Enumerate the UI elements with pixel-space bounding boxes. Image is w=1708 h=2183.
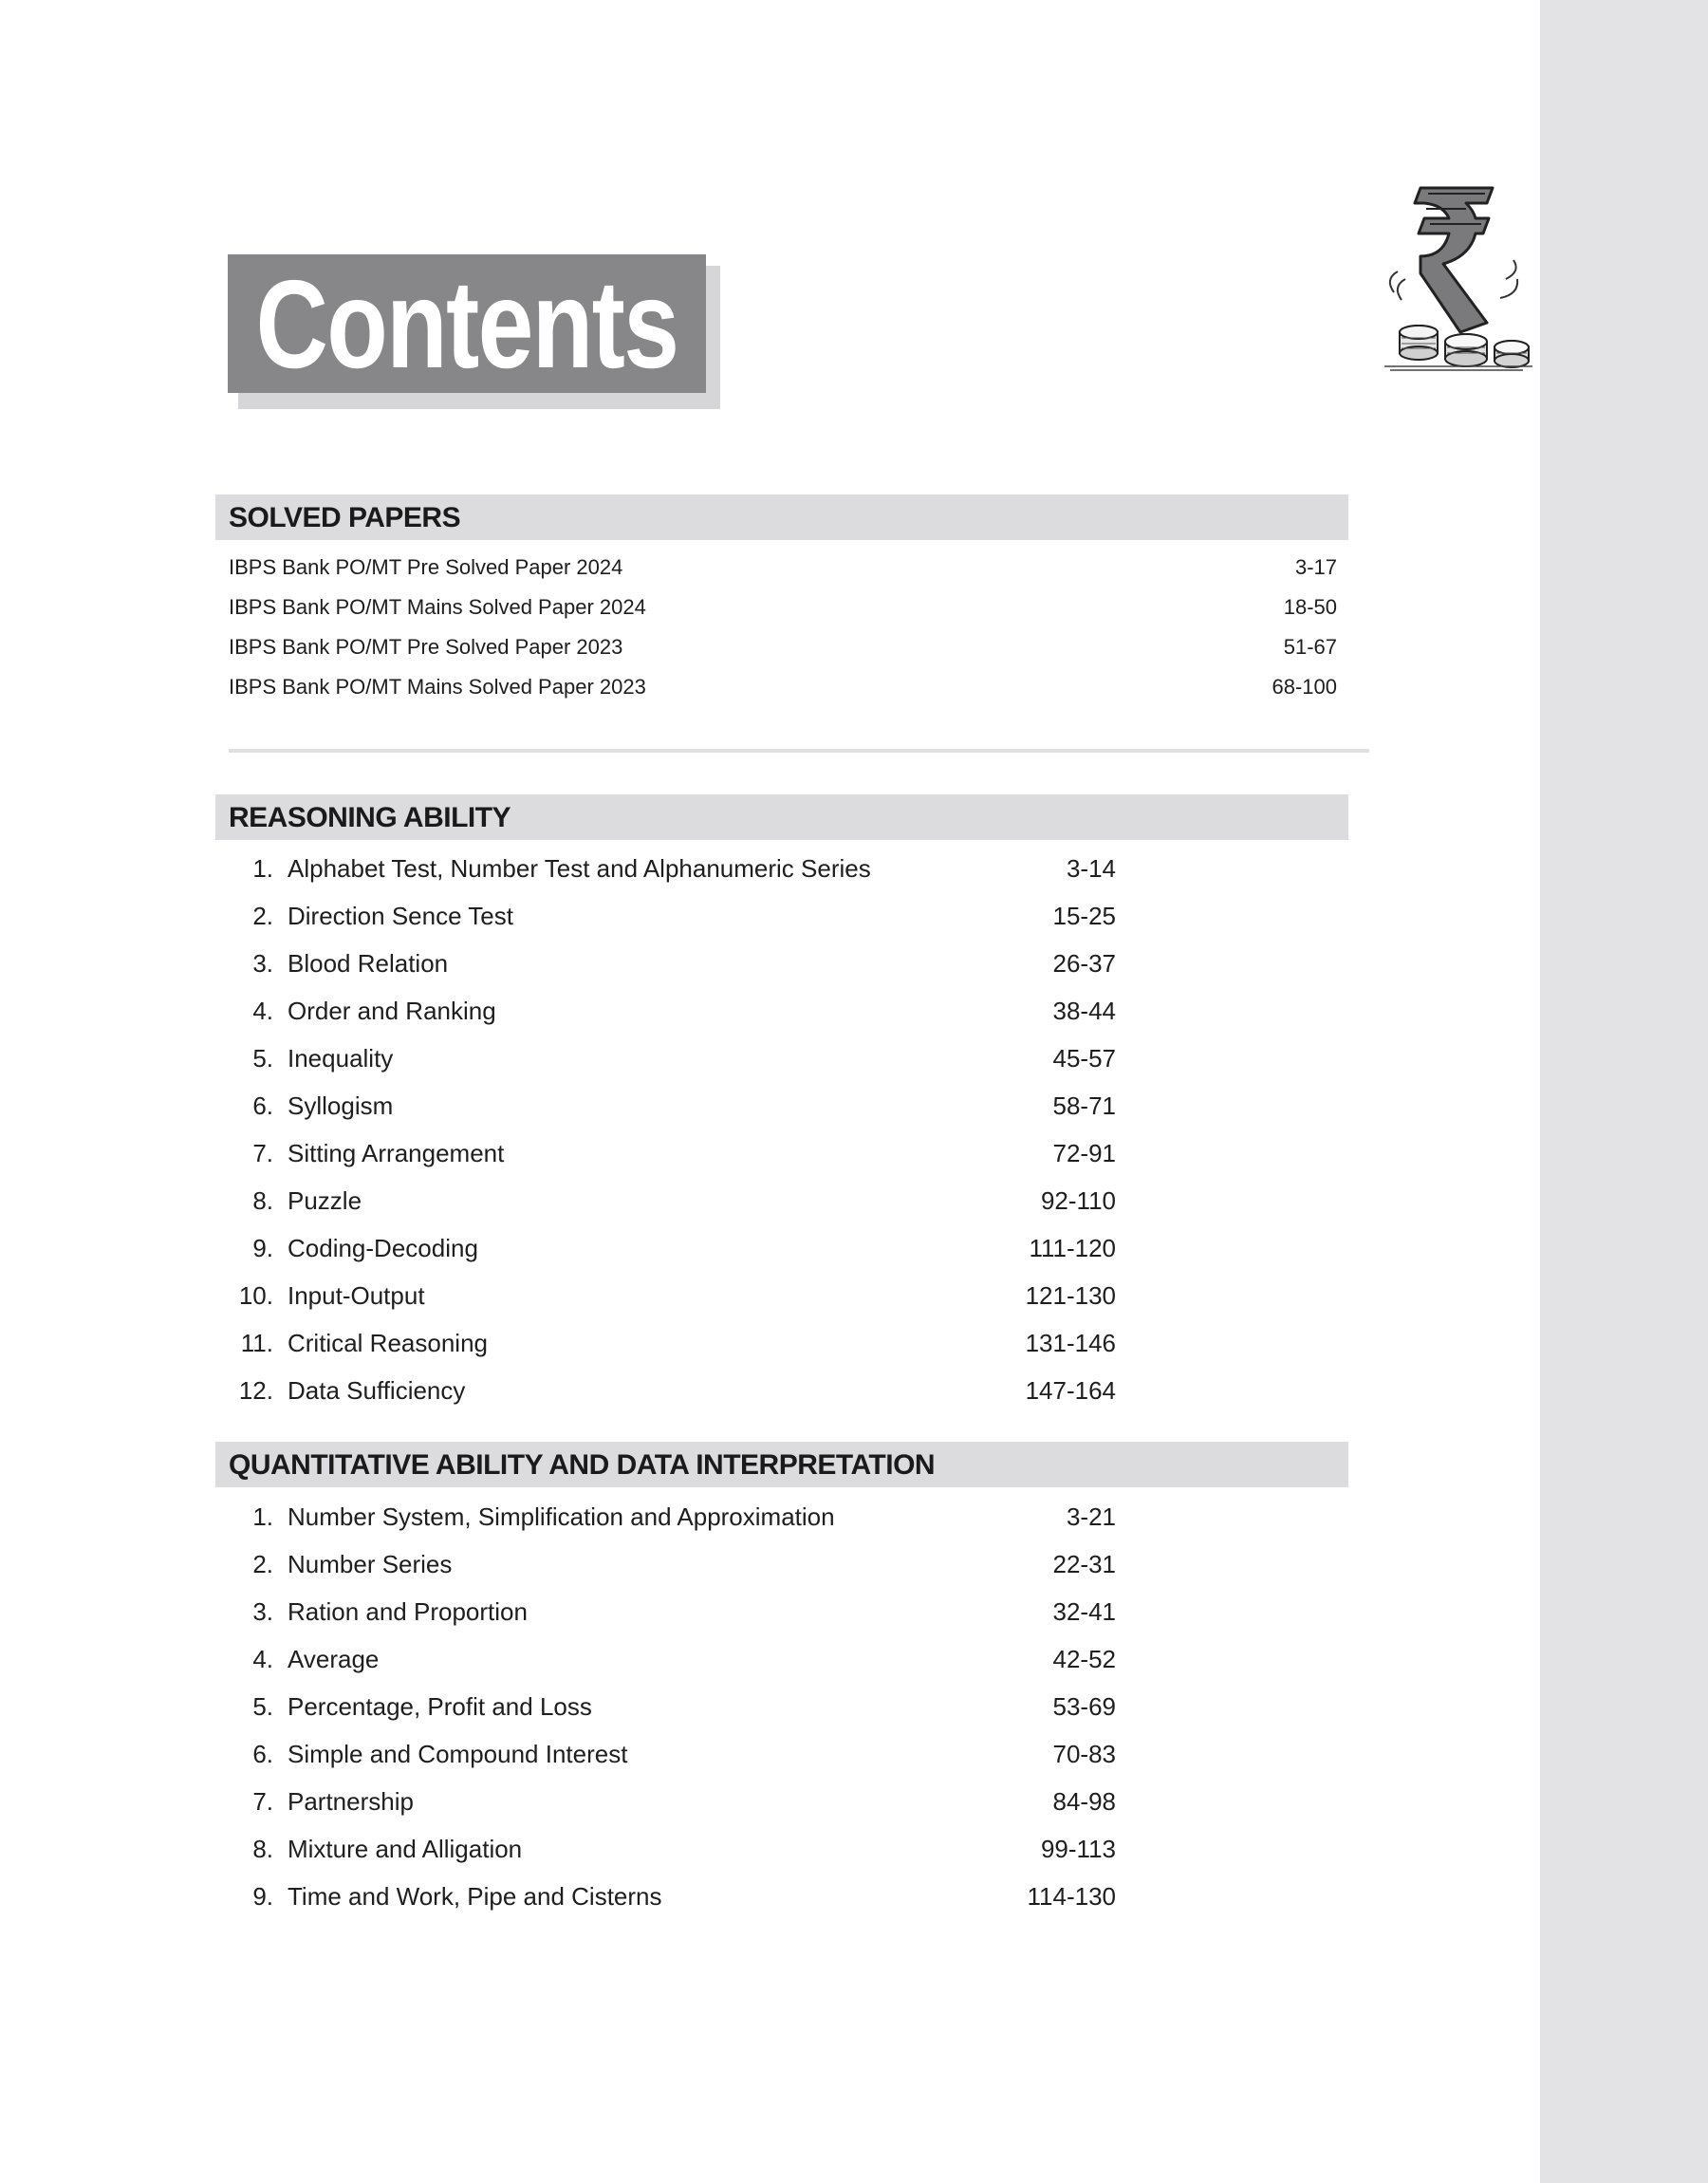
chapter-number: 2. [252,902,273,930]
chapter-title: Number Series [288,1550,453,1578]
chapter-number: 7. [252,1139,273,1167]
chapter-title: Direction Sence Test [288,902,513,930]
list-item[interactable] [229,667,1337,707]
list-item[interactable] [0,1082,1116,1129]
page-range: 121-130 [1025,1281,1116,1310]
entry-label: IBPS Bank PO/MT Mains Solved Paper 2024 [229,595,646,619]
chapter-title: Input-Output [288,1281,425,1310]
title-box [228,254,706,393]
chapter-title: Alphabet Test, Number Test and Alphanumeric Series [288,854,871,883]
list-item[interactable] [0,1035,1116,1082]
list-item[interactable] [0,1588,1116,1635]
chapter-title: Puzzle [288,1186,362,1215]
chapter-number: 4. [252,1645,273,1673]
chapter-title: Percentage, Profit and Loss [288,1692,592,1721]
list-item[interactable] [0,892,1116,940]
reasoning-chapter-list [0,845,1116,1414]
list-item[interactable] [0,1683,1116,1730]
page-range: 68-100 [1272,675,1337,699]
chapter-number: 4. [252,997,273,1025]
chapter-number: 5. [252,1044,273,1073]
section-divider [229,749,1369,753]
page-range: 53-69 [1052,1692,1116,1721]
page-range: 131-146 [1025,1329,1116,1357]
rupee-coins-icon [1381,180,1537,375]
chapter-title: Simple and Compound Interest [288,1740,628,1768]
list-item[interactable] [0,1540,1116,1588]
chapter-title: Number System, Simplification and Approximation [288,1502,835,1531]
chapter-number: 11. [240,1329,273,1357]
solved-papers-list [229,548,1337,707]
chapter-number: 5. [252,1692,273,1721]
page-range: 3-17 [1294,555,1337,579]
section-title: QUANTITATIVE ABILITY AND DATA INTERPRETATION [229,1449,936,1481]
page-range: 70-83 [1052,1740,1116,1768]
list-item[interactable] [0,1873,1116,1920]
page-range: 38-44 [1052,997,1116,1025]
list-item[interactable] [0,1493,1116,1540]
list-item[interactable] [229,548,1337,588]
chapter-number: 12. [238,1376,273,1405]
page-range: 58-71 [1052,1092,1116,1120]
list-item[interactable] [229,627,1337,667]
chapter-number: 3. [252,949,273,978]
entry-label: IBPS Bank PO/MT Mains Solved Paper 2023 [229,675,646,699]
entry-label: IBPS Bank PO/MT Pre Solved Paper 2023 [229,635,623,659]
list-item[interactable] [0,845,1116,892]
section-title: REASONING ABILITY [229,802,511,833]
chapter-number: 3. [252,1597,273,1626]
chapter-number: 8. [252,1835,273,1863]
chapter-number: 6. [252,1740,273,1768]
page-range: 42-52 [1052,1645,1116,1673]
chapter-title: Inequality [288,1044,394,1073]
chapter-title: Ration and Proportion [288,1597,528,1626]
chapter-number: 7. [252,1787,273,1816]
page-range: 72-91 [1052,1139,1116,1167]
chapter-title: Syllogism [288,1092,394,1120]
entry-label: IBPS Bank PO/MT Pre Solved Paper 2024 [229,555,623,579]
page-range: 3-14 [1066,854,1116,883]
page-range: 114-130 [1027,1882,1116,1911]
chapter-title: Order and Ranking [288,997,496,1025]
list-item[interactable] [0,1730,1116,1778]
chapter-title: Critical Reasoning [288,1329,488,1357]
chapter-title: Coding-Decoding [288,1234,478,1262]
list-item[interactable] [0,1224,1116,1272]
chapter-number: 9. [252,1234,273,1262]
page-range: 26-37 [1052,949,1116,978]
page-title: Contents [255,253,678,394]
page-range: 18-50 [1283,595,1337,619]
list-item[interactable] [0,1129,1116,1177]
list-item[interactable] [0,1272,1116,1319]
page-side-strip [1540,0,1708,2183]
chapter-title: Blood Relation [288,949,449,978]
chapter-title: Data Sufficiency [288,1376,466,1405]
list-item[interactable] [229,588,1337,627]
chapter-number: 2. [252,1550,273,1578]
list-item[interactable] [0,987,1116,1035]
page-range: 32-41 [1052,1597,1116,1626]
chapter-title: Time and Work, Pipe and Cisterns [288,1882,662,1911]
chapter-number: 10. [238,1281,273,1310]
chapter-title: Average [288,1645,380,1673]
page-range: 147-164 [1025,1376,1116,1405]
chapter-number: 9. [252,1882,273,1911]
section-header-reasoning [215,794,1348,840]
section-title: SOLVED PAPERS [229,502,461,533]
page-range: 99-113 [1040,1835,1116,1863]
page-range: 22-31 [1052,1550,1116,1578]
list-item[interactable] [0,940,1116,987]
list-item[interactable] [0,1319,1116,1367]
chapter-number: 8. [252,1186,273,1215]
quant-chapter-list [0,1493,1116,1920]
page-range: 84-98 [1052,1787,1116,1816]
page-range: 92-110 [1040,1186,1116,1215]
section-header-solved-papers [215,494,1348,540]
page-range: 15-25 [1052,902,1116,930]
chapter-number: 1. [252,854,273,883]
chapter-number: 1. [252,1502,273,1531]
page-range: 3-21 [1066,1502,1116,1531]
page-range: 45-57 [1052,1044,1116,1073]
chapter-number: 6. [252,1092,273,1120]
list-item[interactable] [0,1177,1116,1224]
list-item[interactable] [0,1367,1116,1414]
chapter-title: Mixture and Alligation [288,1835,523,1863]
chapter-title: Partnership [288,1787,414,1816]
list-item[interactable] [0,1778,1116,1825]
chapter-title: Sitting Arrangement [288,1139,505,1167]
page-range: 51-67 [1283,635,1337,659]
list-item[interactable] [0,1635,1116,1683]
page-range: 111-120 [1029,1234,1116,1262]
section-header-quant [215,1442,1348,1487]
list-item[interactable] [0,1825,1116,1873]
